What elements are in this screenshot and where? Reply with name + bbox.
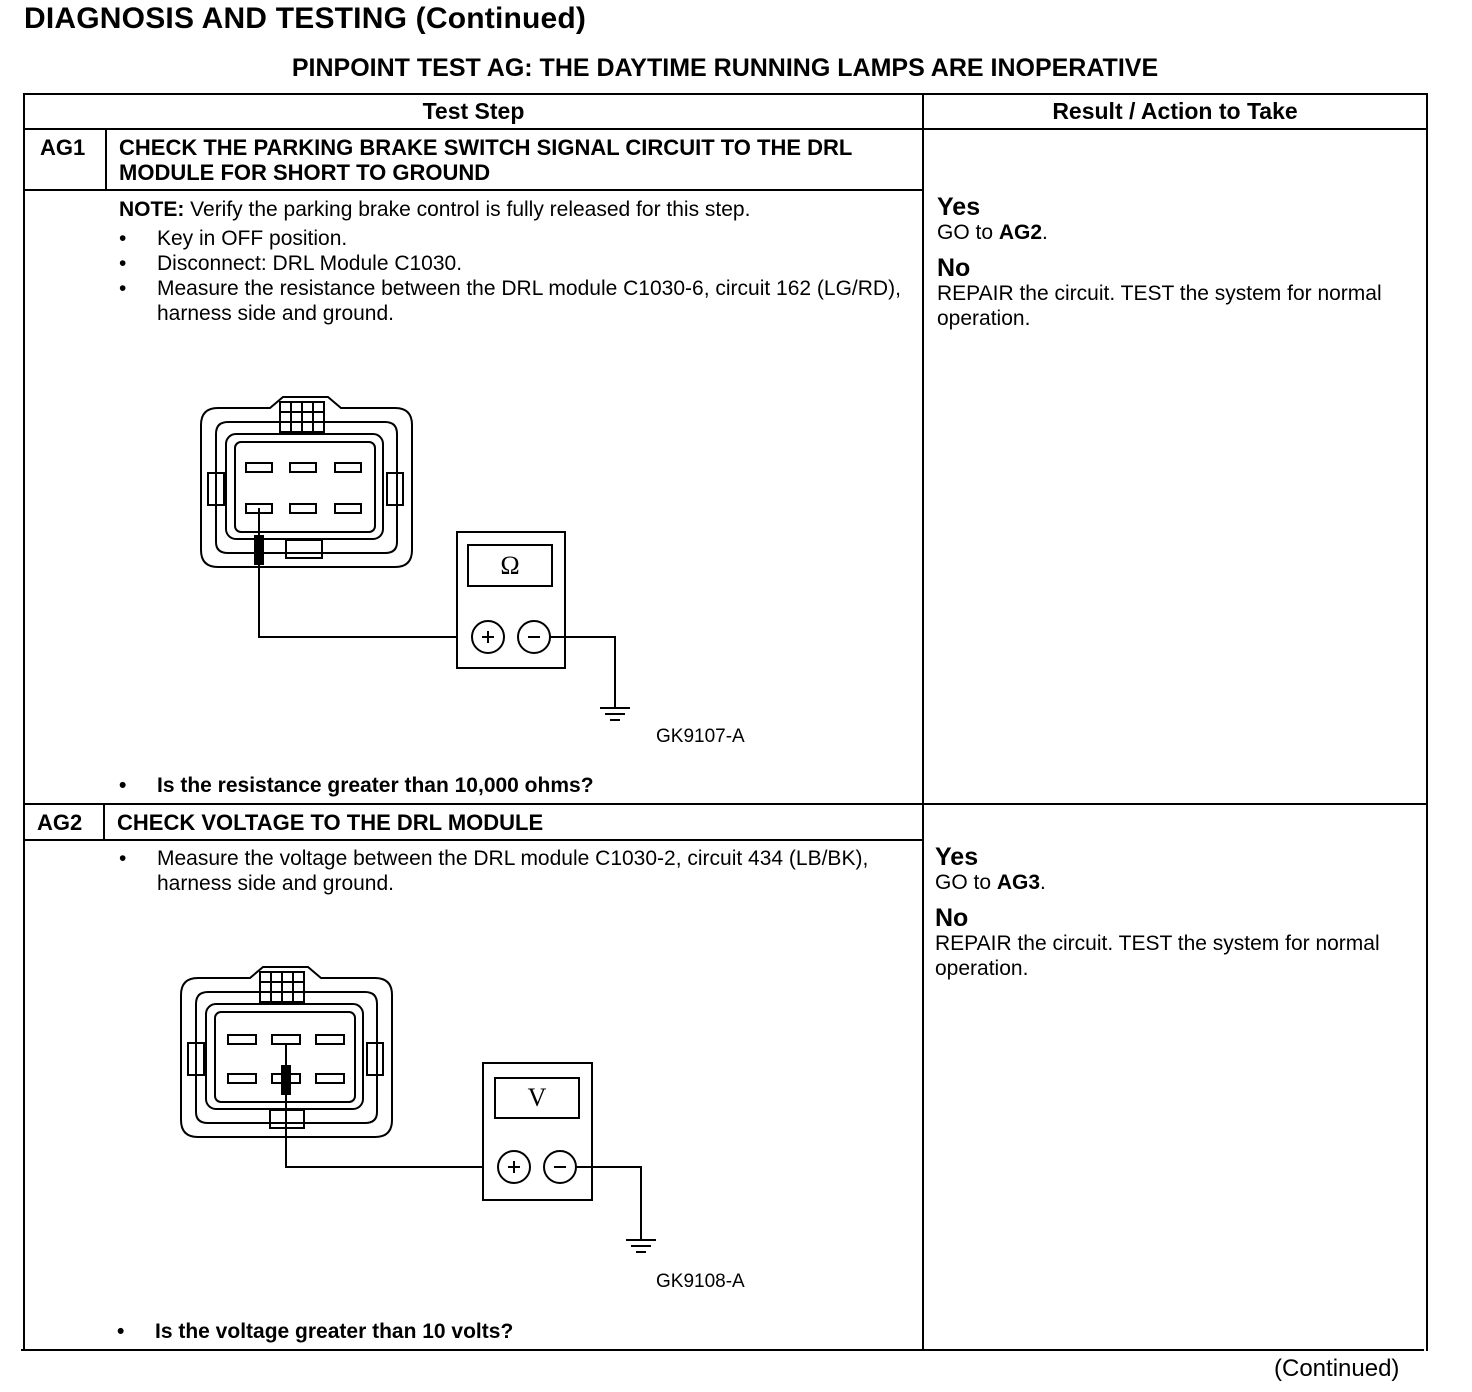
list-item: • Measure the voltage between the DRL module C1030-2, circuit 434 (LB/BK), harness side and ground.: [119, 846, 909, 896]
ohmmeter-icon: [457, 532, 565, 668]
pinpoint-test-title: PINPOINT TEST AG: THE DAYTIME RUNNING LAMPS ARE INOPERATIVE: [291, 54, 1159, 82]
page-title: DIAGNOSIS AND TESTING (Continued): [24, 2, 587, 35]
test-probe-icon: [282, 1044, 290, 1094]
result-block: [935, 844, 1410, 981]
step-instructions: [119, 846, 909, 896]
instruction-list: [119, 846, 909, 896]
result-yes-label: Yes: [935, 843, 979, 871]
ground-lead: [550, 637, 615, 708]
figure-id: GK9107-A: [656, 726, 745, 747]
column-header-test-step: Test Step: [422, 98, 525, 124]
step-id: AG2: [37, 810, 83, 835]
connector-c1030-icon: [201, 397, 412, 567]
result-yes-label: Yes: [937, 193, 981, 221]
result-yes-action: GO to AG3.: [935, 871, 1046, 894]
instruction-list: [119, 226, 909, 326]
meter-symbol: V: [527, 1083, 547, 1112]
result-no-label: No: [937, 254, 971, 282]
result-no-action: REPAIR the circuit. TEST the system for normal operation.: [935, 932, 1380, 980]
list-item: • Key in OFF position.: [119, 226, 909, 251]
result-block: [937, 194, 1412, 331]
step-question: • Is the voltage greater than 10 volts?: [117, 1320, 513, 1344]
ground-lead: [576, 1167, 641, 1240]
step-instructions: [119, 197, 909, 326]
result-no-action: REPAIR the circuit. TEST the system for normal operation.: [937, 282, 1382, 330]
list-item: • Measure the resistance between the DRL module C1030-6, circuit 162 (LG/RD), harness side and ground.: [119, 276, 909, 326]
step-id: AG1: [40, 135, 86, 160]
step-title: CHECK THE PARKING BRAKE SWITCH SIGNAL CIRCUIT TO THE DRL MODULE FOR SHORT TO GROUND: [119, 135, 852, 185]
figure-id: GK9108-A: [656, 1271, 745, 1292]
step-question: • Is the resistance greater than 10,000 ohms?: [119, 774, 594, 798]
ground-icon: [600, 708, 630, 720]
step-title: CHECK VOLTAGE TO THE DRL MODULE: [117, 810, 544, 835]
voltmeter-icon: [483, 1063, 592, 1200]
resistance-test-diagram: [190, 390, 650, 730]
voltage-test-diagram: [170, 960, 670, 1260]
meter-symbol: Ω: [500, 551, 520, 580]
probe-lead: [259, 564, 457, 637]
probe-lead: [286, 1094, 483, 1167]
continued-footer: (Continued): [1274, 1355, 1400, 1382]
ground-icon: [626, 1240, 656, 1252]
test-probe-icon: [255, 508, 263, 564]
note: NOTE: Verify the parking brake control is fully released for this step.: [119, 198, 751, 221]
column-header-result: Result / Action to Take: [1052, 98, 1298, 124]
result-yes-action: GO to AG2.: [937, 221, 1048, 244]
list-item: • Disconnect: DRL Module C1030.: [119, 251, 909, 276]
result-no-label: No: [935, 904, 969, 932]
